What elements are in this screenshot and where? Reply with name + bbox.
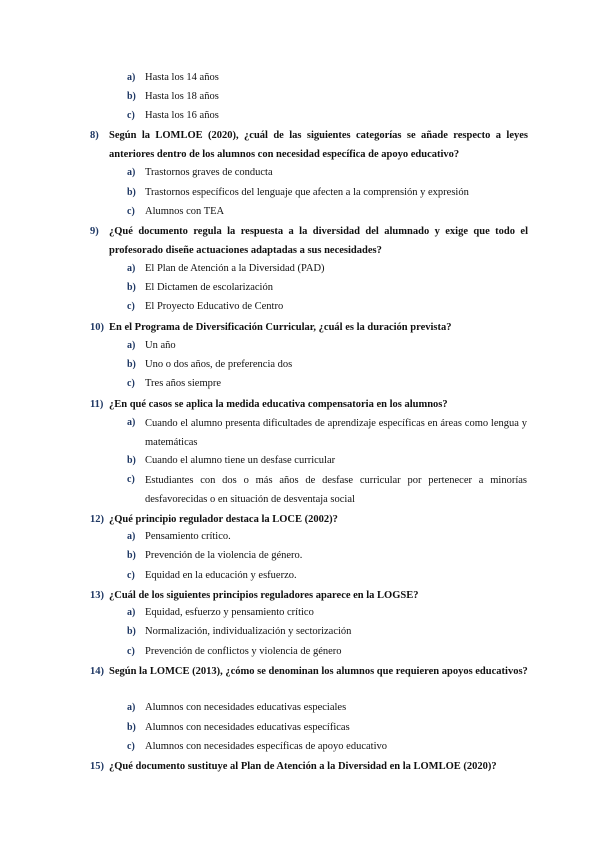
option-text: Cuando el alumno tiene un desfase curricular — [145, 455, 336, 466]
option-letter: a) — [127, 72, 136, 83]
option-letter: b) — [127, 550, 136, 561]
option-8a — [0, 165, 600, 181]
option-text: El Dictamen de escolarización — [145, 282, 273, 293]
question-text: Según la LOMLOE (2020), ¿cuál de las siguientes categorías se añade respecto a leyes anteriores dentro de los alumnos con necesidad específica de apoyo educativo? — [109, 130, 528, 160]
option-prev-b — [0, 89, 600, 105]
option-text: Cuando el alumno presenta dificultades de aprendizaje específicas en áreas como lengua y matemáticas — [145, 418, 527, 448]
question-number: 12) — [90, 514, 104, 525]
option-letter: a) — [127, 263, 136, 274]
question-text: ¿Cuál de los siguientes principios reguladores aparece en la LOGSE? — [109, 590, 419, 601]
option-10a — [0, 338, 600, 354]
option-text: Alumnos con TEA — [145, 206, 225, 217]
option-text: Estudiantes con dos o más años de desfase curricular por pertenecer a minorías desfavorecidas o en situación de desventaja social — [145, 475, 527, 505]
option-text: Alumnos con necesidades educativas específicas — [145, 722, 350, 733]
question-number: 13) — [90, 590, 104, 601]
question-text: Según la LOMCE (2013), ¿cómo se denominan los alumnos que requieren apoyos educativos? — [109, 666, 528, 677]
option-text: Equidad en la educación y esfuerzo. — [145, 570, 297, 581]
option-letter: c) — [127, 110, 135, 121]
option-text: Hasta los 16 años — [145, 110, 219, 121]
question-text: ¿Qué documento regula la respuesta a la diversidad del alumnado y exige que todo el profesorado diseñe actuaciones adaptadas a sus necesidades? — [109, 226, 528, 256]
option-11c — [0, 472, 600, 506]
option-letter: a) — [127, 702, 136, 713]
question-number: 14) — [90, 666, 104, 677]
question-number: 15) — [90, 761, 104, 772]
option-text: Equidad, esfuerzo y pensamiento crítico — [145, 607, 314, 618]
option-14a — [0, 700, 600, 716]
option-text: Pensamiento crítico. — [145, 531, 231, 542]
option-text: Alumnos con necesidades educativas especiales — [145, 702, 347, 713]
option-text: Hasta los 14 años — [145, 72, 219, 83]
option-9b — [0, 280, 600, 296]
option-text: Trastornos graves de conducta — [145, 167, 273, 178]
option-8c — [0, 204, 600, 220]
option-text: El Proyecto Educativo de Centro — [145, 301, 284, 312]
option-14b — [0, 720, 600, 736]
option-text: Prevención de conflictos y violencia de género — [145, 646, 342, 657]
option-letter: b) — [127, 187, 136, 198]
option-letter: c) — [127, 570, 135, 581]
option-letter: b) — [127, 455, 136, 466]
option-text: Hasta los 18 años — [145, 91, 219, 102]
question-number: 9) — [90, 226, 99, 237]
option-prev-a — [0, 70, 600, 86]
option-letter: c) — [127, 646, 135, 657]
option-letter: b) — [127, 282, 136, 293]
option-9a — [0, 261, 600, 277]
option-letter: b) — [127, 722, 136, 733]
option-13a — [0, 605, 600, 621]
option-11b — [0, 453, 600, 469]
option-text: El Plan de Atención a la Diversidad (PAD) — [145, 263, 325, 274]
option-10b — [0, 357, 600, 373]
option-13b — [0, 624, 600, 640]
question-number: 8) — [90, 130, 99, 141]
option-text: Un año — [145, 340, 176, 351]
question-text: En el Programa de Diversificación Curricular, ¿cuál es la duración prevista? — [109, 322, 452, 333]
option-letter: a) — [127, 167, 136, 178]
option-text: Normalización, individualización y sectorización — [145, 626, 352, 637]
option-8b — [0, 185, 600, 201]
option-letter: a) — [127, 417, 136, 428]
option-14c — [0, 739, 600, 755]
option-11a — [0, 415, 600, 449]
question-number: 10) — [90, 322, 104, 333]
option-letter: b) — [127, 359, 136, 370]
question-text: ¿Qué principio regulador destaca la LOCE (2002)? — [109, 514, 338, 525]
question-text: ¿Qué documento sustituye al Plan de Atención a la Diversidad en la LOMLOE (2020)? — [109, 761, 497, 772]
option-12c — [0, 568, 600, 584]
option-prev-c — [0, 108, 600, 124]
option-letter: b) — [127, 91, 136, 102]
question-number: 11) — [90, 399, 104, 410]
option-letter: c) — [127, 206, 135, 217]
option-letter: a) — [127, 340, 136, 351]
option-text: Trastornos específicos del lenguaje que afecten a la comprensión y expresión — [145, 187, 469, 198]
option-letter: c) — [127, 378, 135, 389]
option-10c — [0, 376, 600, 392]
option-letter: a) — [127, 607, 136, 618]
option-text: Prevención de la violencia de género. — [145, 550, 303, 561]
option-letter: c) — [127, 301, 135, 312]
option-text: Tres años siempre — [145, 378, 222, 389]
option-letter: a) — [127, 531, 136, 542]
option-text: Uno o dos años, de preferencia dos — [145, 359, 293, 370]
option-13c — [0, 644, 600, 660]
option-12a — [0, 529, 600, 545]
option-9c — [0, 299, 600, 315]
option-letter: c) — [127, 741, 135, 752]
option-letter: b) — [127, 626, 136, 637]
option-letter: c) — [127, 474, 135, 485]
option-text: Alumnos con necesidades específicas de apoyo educativo — [145, 741, 387, 752]
question-text: ¿En qué casos se aplica la medida educativa compensatoria en los alumnos? — [109, 399, 448, 410]
option-12b — [0, 548, 600, 564]
